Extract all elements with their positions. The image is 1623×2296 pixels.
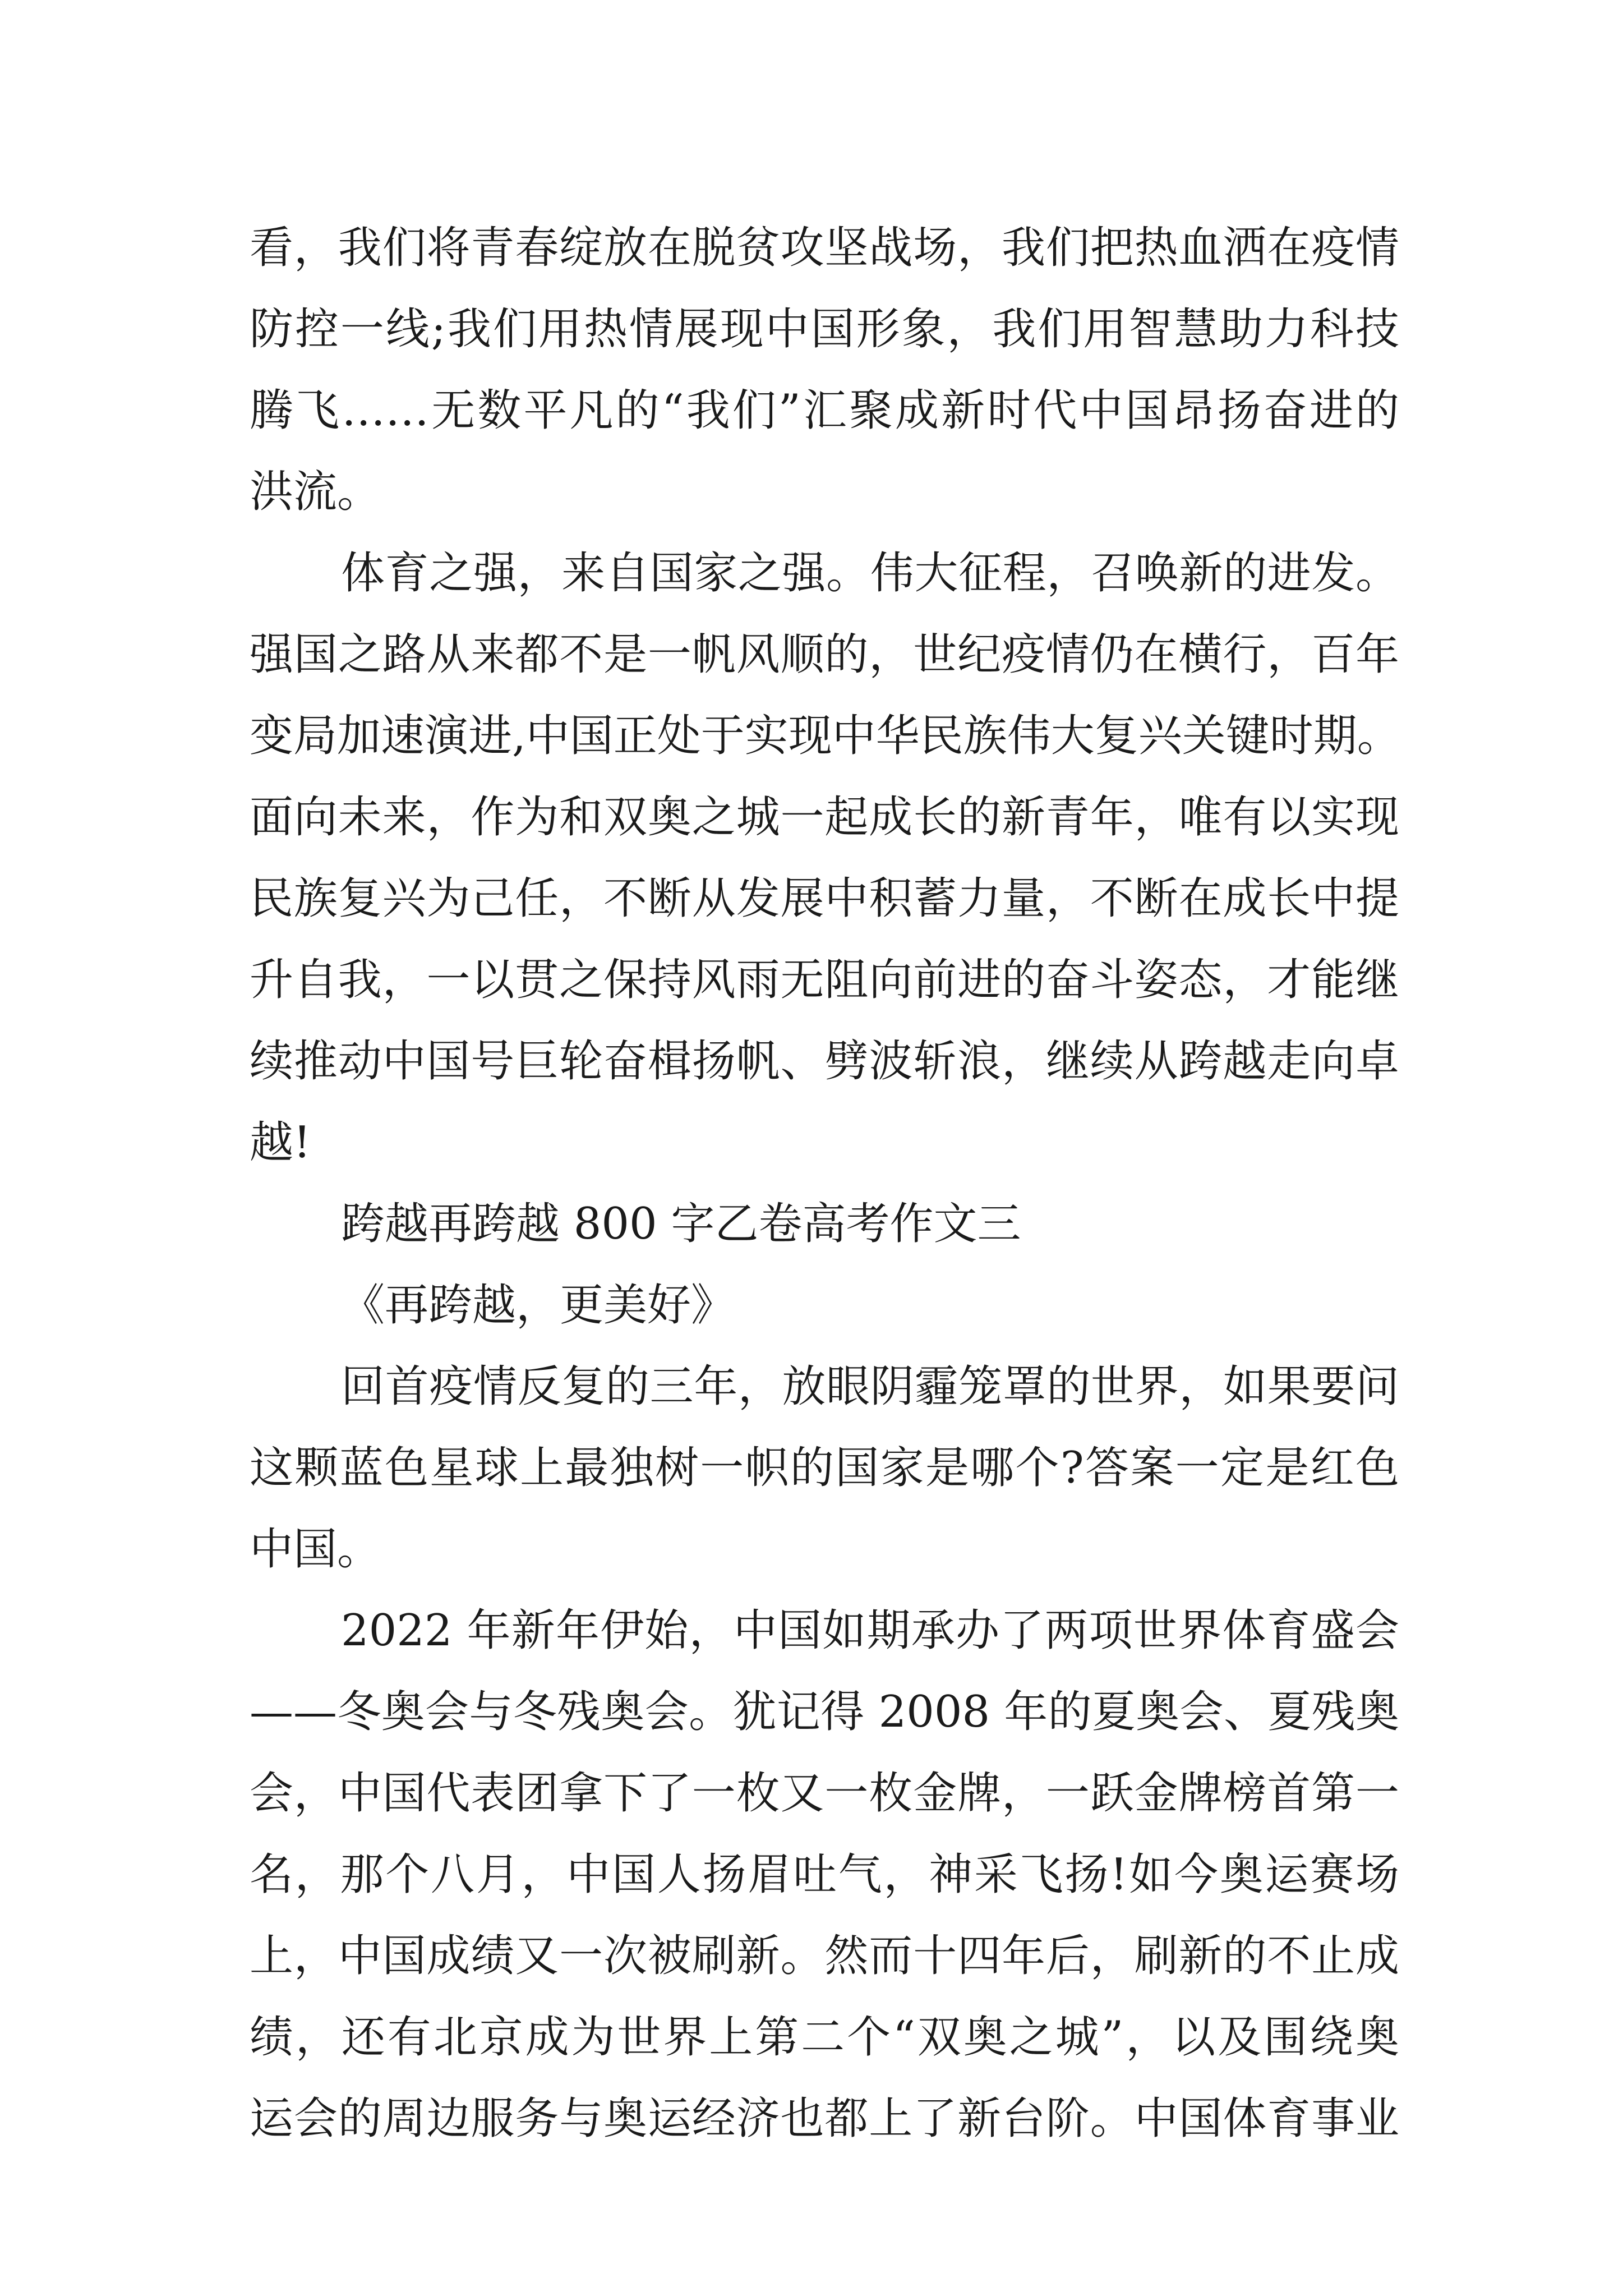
- paragraph-line: 回首疫情反复的三年，放眼阴霾笼罩的世界，如果要问: [341, 1361, 1399, 1412]
- paragraph-line: 2022 年新年伊始，中国如期承办了两项世界体育盛会: [341, 1605, 1399, 1656]
- paragraph-line: 体育之强，来自国家之强。伟大征程，召唤新的进发。: [341, 548, 1399, 599]
- paragraph-line: 面向未来，作为和双奥之城一起成长的新青年，唯有以实现: [250, 792, 1399, 843]
- essay-title: 《再跨越，更美好》: [341, 1280, 735, 1331]
- essay-body: [250, 208, 1399, 2160]
- paragraph-line: 洪流。: [250, 467, 381, 517]
- paragraph-line: 变局加速演进,中国正处于实现中华民族伟大复兴关键时期。: [250, 711, 1401, 761]
- paragraph-line: 防控一线;我们用热情展现中国形象，我们用智慧助力科技: [250, 304, 1399, 355]
- paragraph-line: 腾飞……无数平凡的“我们”汇聚成新时代中国昂扬奋进的: [250, 385, 1399, 436]
- paragraph-line: 会，中国代表团拿下了一枚又一枚金牌，一跃金牌榜首第一: [250, 1768, 1399, 1819]
- paragraph-line: 运会的周边服务与奥运经济也都上了新台阶。中国体育事业: [250, 2093, 1399, 2144]
- paragraph-line: 这颗蓝色星球上最独树一帜的国家是哪个?答案一定是红色: [250, 1443, 1399, 1493]
- section-heading: 跨越再跨越 800 字乙卷高考作文三: [341, 1199, 1021, 1249]
- paragraph-line: 上，中国成绩又一次被刷新。然而十四年后，刷新的不止成: [250, 1931, 1399, 1981]
- paragraph-line: 续推动中国号巨轮奋楫扬帆、劈波斩浪，继续从跨越走向卓: [250, 1036, 1399, 1087]
- paragraph-line: 中国。: [250, 1524, 381, 1575]
- paragraph-line: 强国之路从来都不是一帆风顺的，世纪疫情仍在横行，百年: [250, 629, 1399, 680]
- paragraph-line: 名，那个八月，中国人扬眉吐气，神采飞扬!如今奥运赛场: [250, 1849, 1399, 1900]
- paragraph-line: 民族复兴为己任，不断从发展中积蓄力量，不断在成长中提: [250, 873, 1399, 924]
- paragraph-line: 看，我们将青春绽放在脱贫攻坚战场，我们把热血洒在疫情: [250, 223, 1399, 273]
- paragraph-line: 升自我，一以贯之保持风雨无阻向前进的奋斗姿态，才能继: [250, 955, 1399, 1005]
- paragraph-line: ——冬奥会与冬残奥会。犹记得 2008 年的夏奥会、夏残奥: [250, 1687, 1399, 1737]
- paragraph-line: 绩，还有北京成为世界上第二个“双奥之城”，以及围绕奥: [250, 2012, 1399, 2063]
- paragraph-line: 越!: [250, 1117, 311, 1168]
